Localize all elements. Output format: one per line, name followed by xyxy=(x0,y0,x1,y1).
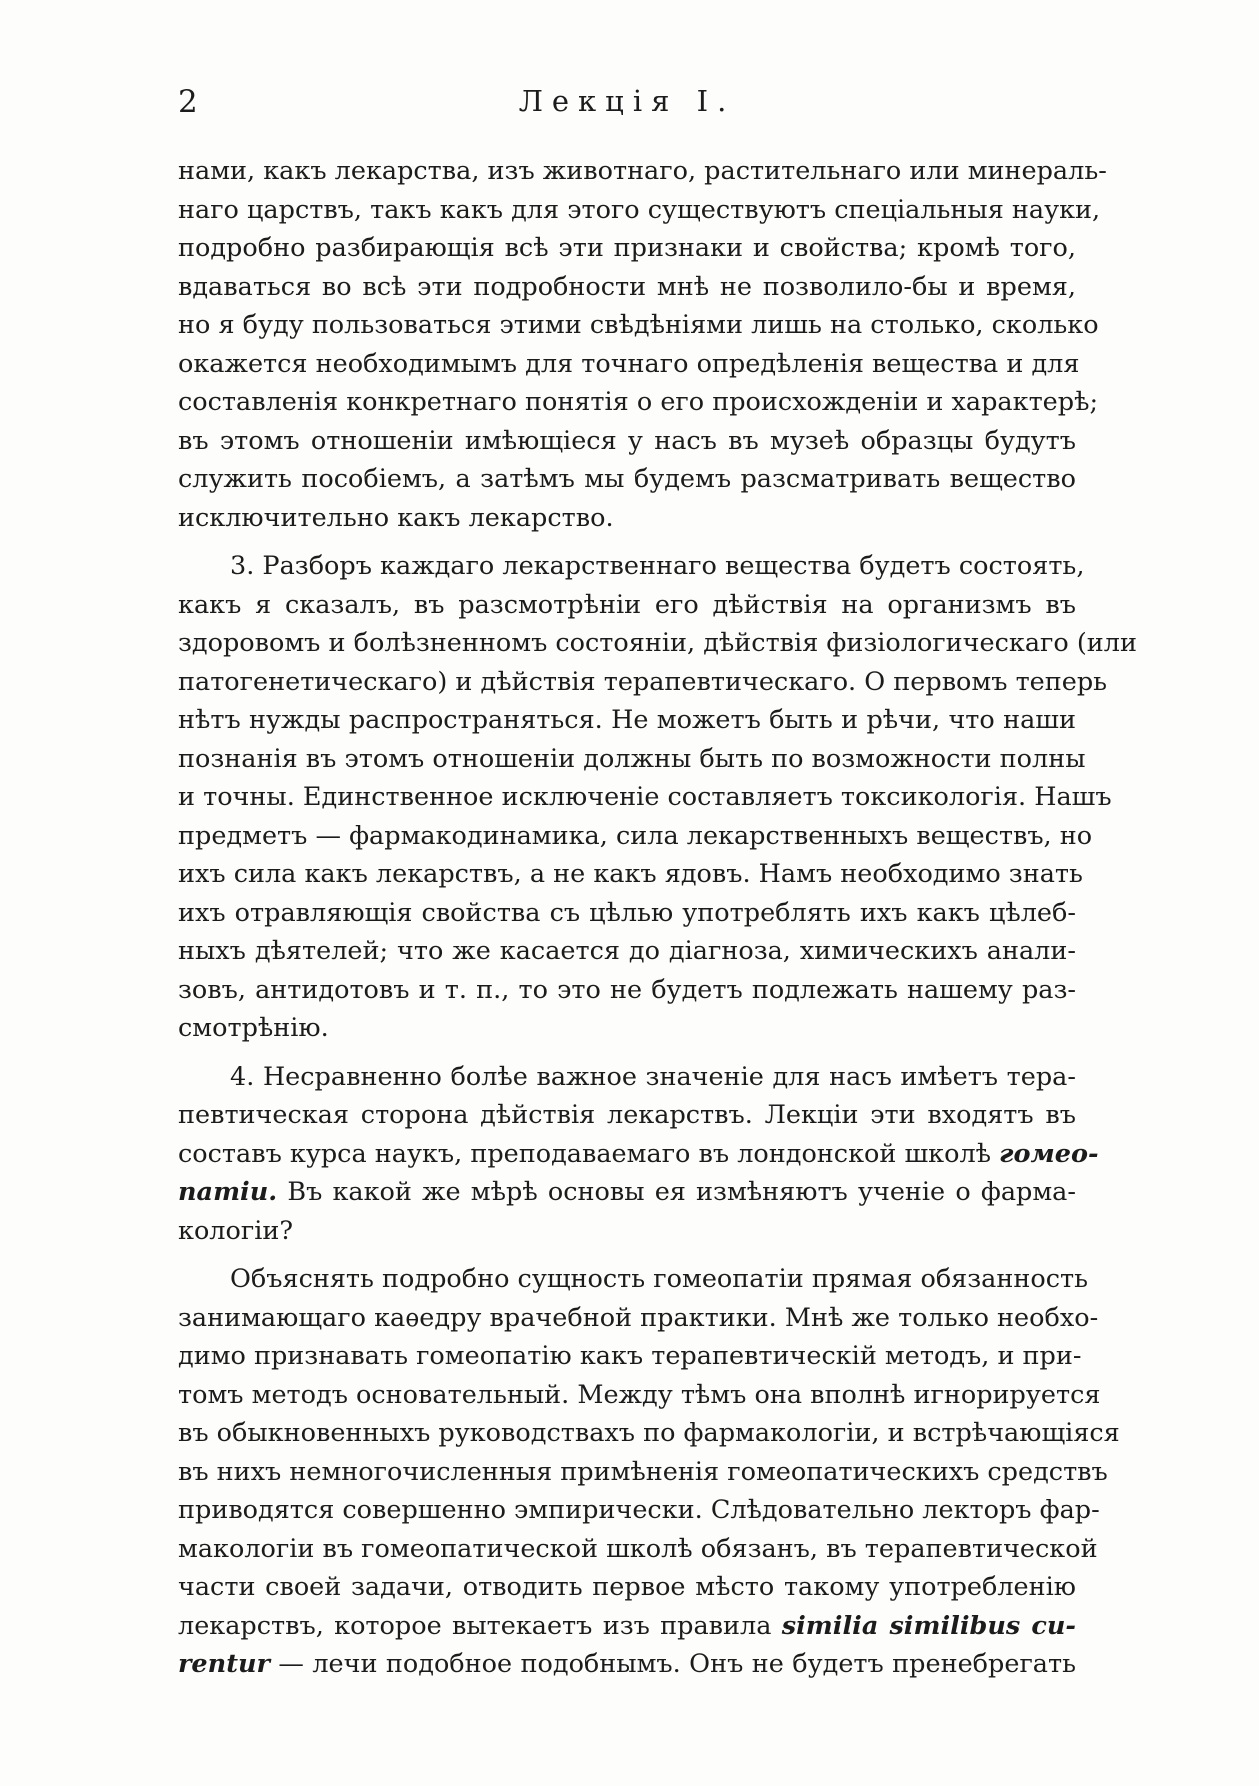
text-line: ихъ отравляющія свойства съ цѣлью употреблять ихъ какъ цѣлеб- xyxy=(178,897,1076,928)
text-line: познанія въ этомъ отношеніи должны быть по возможности полны xyxy=(178,743,1086,774)
text-line: занимающаго каѳедру врачебной практики. Мнѣ же только необхо- xyxy=(178,1302,1099,1333)
text-line: 4. Несравненно болѣе важное значеніе для насъ имѣетъ тера- xyxy=(230,1061,1076,1092)
text-line: наго царствъ, такъ какъ для этого существуютъ спеціальныя науки, xyxy=(178,194,1101,225)
paragraph-section-3 xyxy=(178,547,1137,1048)
paragraph xyxy=(178,1260,1120,1684)
text-line: въ нихъ немногочисленныя примѣненія гомеопатическихъ средствъ xyxy=(178,1456,1108,1487)
latin-phrase: similia similibus cu- xyxy=(781,1610,1076,1641)
text-line: макологіи въ гомеопатической школѣ обязанъ, въ терапевтической xyxy=(178,1533,1098,1564)
text-line: и точны. Единственное исключеніе составляетъ токсикологія. Нашъ xyxy=(178,782,1112,812)
text-line xyxy=(178,1645,1076,1684)
text-line: предметъ — фармакодинамика, сила лекарственныхъ веществъ, но xyxy=(178,820,1093,851)
latin-phrase: rentur xyxy=(178,1649,270,1679)
text-line: вдаваться во всѣ эти подробности мнѣ не позволило-бы и время, xyxy=(178,271,1076,302)
paragraph-section-4 xyxy=(178,1058,1099,1251)
text-line: какъ я сказалъ, въ разсмотрѣніи его дѣйствія на организмъ въ xyxy=(178,589,1076,620)
text-line: смотрѣнію. xyxy=(178,1013,329,1043)
text-line: въ обыкновенныхъ руководствахъ по фармакологіи, и встрѣчающіяся xyxy=(178,1418,1120,1448)
italic-term: гомео- xyxy=(999,1138,1099,1169)
text-run: составъ курса наукъ, преподаваемаго въ лондонской школѣ xyxy=(178,1138,1000,1169)
text-run: — лечи подобное подобнымъ. Онъ не будетъ пренебрегать xyxy=(269,1649,1076,1679)
text-run: Въ какой же мѣрѣ основы ея измѣняютъ ученіе о фарма- xyxy=(277,1177,1076,1207)
text-line: нѣтъ нужды распространяться. Не можетъ быть и рѣчи, что наши xyxy=(178,705,1076,735)
text-line: ныхъ дѣятелей; что же касается до діагноза, химическихъ анали- xyxy=(178,936,1076,966)
running-title: Лекція I. xyxy=(518,84,736,118)
text-line xyxy=(178,1607,1076,1646)
text-line: Объяснять подробно сущность гомеопатіи прямая обязанность xyxy=(230,1264,1088,1294)
text-line: исключительно какъ лекарство. xyxy=(178,502,614,533)
paragraph xyxy=(178,152,1107,537)
text-line: окажется необходимымъ для точнаго опредѣленія вещества и для xyxy=(178,348,1080,379)
text-line: зовъ, антидотовъ и т. п., то это не будетъ подлежать нашему раз- xyxy=(178,974,1076,1005)
text-line: ихъ сила какъ лекарствъ, а не какъ ядовъ. Намъ необходимо знать xyxy=(178,859,1083,889)
page-number: 2 xyxy=(178,84,198,120)
text-line: подробно разбирающія всѣ эти признаки и свойства; кромѣ того, xyxy=(178,233,1076,263)
text-line xyxy=(178,1135,1099,1174)
text-line: певтическая сторона дѣйствія лекарствъ. Лекціи эти входятъ въ xyxy=(178,1100,1076,1130)
text-line: но я буду пользоваться этими свѣдѣніями лишь на столько, сколько xyxy=(178,310,1099,340)
text-line: 3. Разборъ каждаго лекарственнаго вещества будетъ состоять, xyxy=(230,551,1085,581)
text-line: кологіи? xyxy=(178,1215,294,1246)
text-line xyxy=(178,1173,1076,1212)
text-line: части своей задачи, отводить первое мѣсто такому употребленію xyxy=(178,1572,1076,1602)
text-line: служить пособіемъ, а затѣмъ мы будемъ разсматривать вещество xyxy=(178,464,1076,494)
italic-term: патіи. xyxy=(178,1177,278,1207)
text-run: лекарствъ, которое вытекаетъ изъ правила xyxy=(178,1610,782,1641)
text-line: приводятся совершенно эмпирически. Слѣдовательно лекторъ фар- xyxy=(178,1495,1100,1525)
page-body xyxy=(178,152,1137,1694)
text-line: нами, какъ лекарства, изъ животнаго, растительнаго или минераль- xyxy=(178,156,1107,186)
text-line: составленія конкретнаго понятія о его происхожденіи и характерѣ; xyxy=(178,387,1099,417)
text-line: томъ методъ основательный. Между тѣмъ она вполнѣ игнорируется xyxy=(178,1379,1101,1410)
running-header xyxy=(178,84,1076,124)
text-line: здоровомъ и болѣзненномъ состояніи, дѣйствія физіологическаго (или xyxy=(178,628,1137,658)
text-line: въ этомъ отношеніи имѣющіеся у насъ въ музеѣ образцы будутъ xyxy=(178,425,1076,456)
text-line: димо признавать гомеопатію какъ терапевтическій методъ, и при- xyxy=(178,1341,1082,1371)
text-line: патогенетическаго) и дѣйствія терапевтическаго. О первомъ теперь xyxy=(178,666,1108,697)
